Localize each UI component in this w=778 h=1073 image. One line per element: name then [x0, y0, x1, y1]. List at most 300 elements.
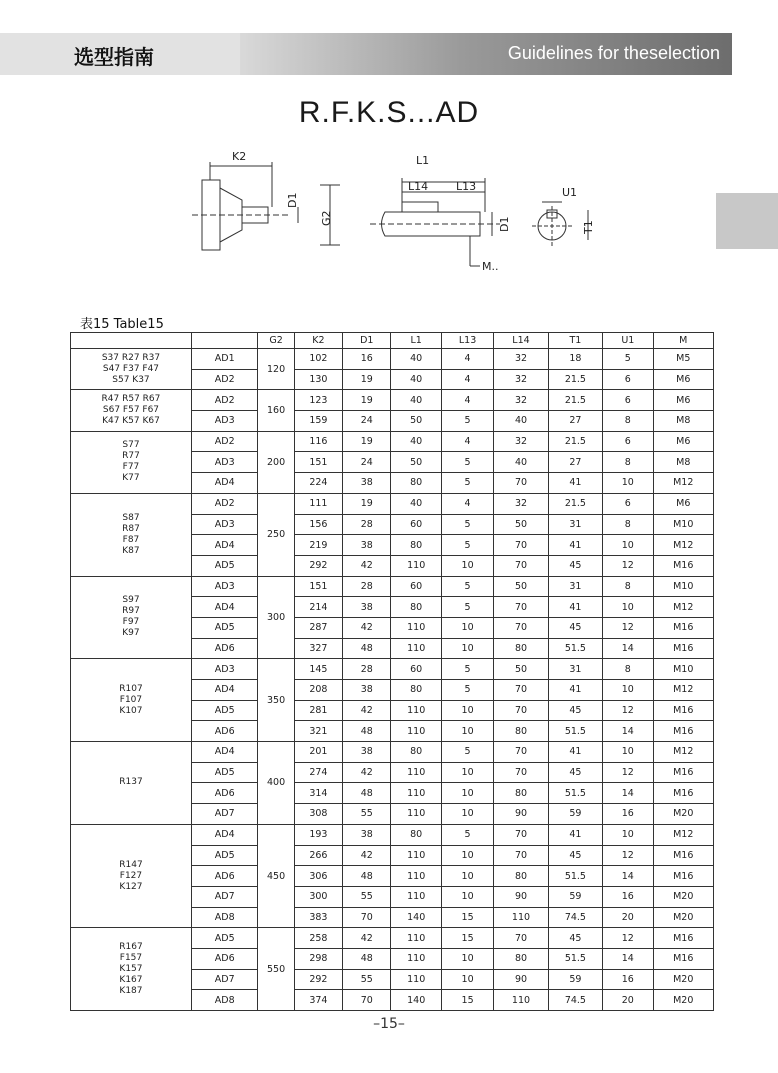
- model-name: F97: [122, 617, 140, 628]
- adapter-size-cell: AD3: [191, 514, 258, 535]
- adapter-size-cell: AD6: [191, 948, 258, 969]
- adapter-size-cell: AD3: [191, 452, 258, 473]
- table-row: [71, 824, 714, 845]
- value-cell: 16: [603, 969, 653, 990]
- value-cell: 110: [391, 845, 441, 866]
- model-name: F127: [119, 870, 143, 881]
- value-cell: M16: [653, 721, 713, 742]
- value-cell: 110: [391, 948, 441, 969]
- g2-cell: 350: [258, 659, 294, 742]
- value-cell: 5: [441, 411, 493, 432]
- value-cell: 14: [603, 721, 653, 742]
- value-cell: 80: [391, 597, 441, 618]
- model-list-cell: [71, 824, 192, 927]
- label-d1-left: D1: [286, 192, 299, 208]
- value-cell: 4: [441, 369, 493, 390]
- value-cell: 80: [494, 638, 548, 659]
- value-cell: 50: [494, 576, 548, 597]
- value-cell: 45: [548, 617, 602, 638]
- header-english-title: Guidelines for theselection: [507, 43, 720, 63]
- value-cell: 51.5: [548, 783, 602, 804]
- value-cell: 42: [343, 555, 391, 576]
- value-cell: 5: [441, 452, 493, 473]
- value-cell: M16: [653, 845, 713, 866]
- value-cell: 90: [494, 886, 548, 907]
- model-name: S87: [122, 512, 140, 523]
- g2-cell: 550: [258, 928, 294, 1011]
- value-cell: 10: [441, 886, 493, 907]
- model-list-cell: [71, 576, 192, 659]
- value-cell: 70: [494, 680, 548, 701]
- value-cell: 21.5: [548, 369, 602, 390]
- value-cell: M16: [653, 948, 713, 969]
- model-list-cell: [71, 742, 192, 825]
- value-cell: 27: [548, 452, 602, 473]
- value-cell: 14: [603, 866, 653, 887]
- g2-cell: 160: [258, 390, 294, 431]
- model-name: K157: [119, 963, 143, 974]
- value-cell: 41: [548, 473, 602, 494]
- model-name: F77: [122, 462, 140, 473]
- model-name: S37 R27 R37: [101, 352, 161, 363]
- value-cell: 19: [343, 431, 391, 452]
- value-cell: 70: [494, 473, 548, 494]
- value-cell: 51.5: [548, 948, 602, 969]
- value-cell: 31: [548, 576, 602, 597]
- value-cell: 55: [343, 804, 391, 825]
- value-cell: 48: [343, 866, 391, 887]
- value-cell: 74.5: [548, 907, 602, 928]
- value-cell: 258: [294, 928, 342, 949]
- column-header: M: [653, 333, 713, 349]
- value-cell: 4: [441, 493, 493, 514]
- side-tab-marker: [716, 193, 778, 249]
- g2-cell: 250: [258, 493, 294, 576]
- value-cell: 21.5: [548, 431, 602, 452]
- value-cell: 14: [603, 783, 653, 804]
- value-cell: 110: [391, 762, 441, 783]
- model-name: R77: [122, 451, 140, 462]
- g2-cell: 400: [258, 742, 294, 825]
- value-cell: 10: [603, 535, 653, 556]
- model-name: K127: [119, 881, 143, 892]
- value-cell: 70: [494, 845, 548, 866]
- value-cell: 292: [294, 555, 342, 576]
- column-header: L1: [391, 333, 441, 349]
- model-name: S57 K37: [112, 374, 150, 385]
- value-cell: 45: [548, 700, 602, 721]
- value-cell: 10: [441, 762, 493, 783]
- adapter-size-cell: AD5: [191, 700, 258, 721]
- value-cell: 4: [441, 390, 493, 411]
- value-cell: 5: [441, 597, 493, 618]
- value-cell: 12: [603, 928, 653, 949]
- value-cell: 59: [548, 969, 602, 990]
- model-name: K97: [122, 628, 140, 639]
- value-cell: M8: [653, 452, 713, 473]
- adapter-size-cell: AD5: [191, 617, 258, 638]
- value-cell: 55: [343, 969, 391, 990]
- value-cell: 16: [603, 886, 653, 907]
- value-cell: 50: [494, 659, 548, 680]
- table-row: [71, 928, 714, 949]
- value-cell: 10: [441, 700, 493, 721]
- value-cell: 40: [391, 493, 441, 514]
- value-cell: 10: [441, 948, 493, 969]
- value-cell: 19: [343, 390, 391, 411]
- value-cell: 60: [391, 514, 441, 535]
- adapter-size-cell: AD8: [191, 990, 258, 1011]
- table-row: [71, 390, 714, 411]
- value-cell: 6: [603, 390, 653, 411]
- value-cell: 4: [441, 349, 493, 370]
- value-cell: 80: [391, 824, 441, 845]
- value-cell: 41: [548, 535, 602, 556]
- value-cell: 40: [391, 369, 441, 390]
- value-cell: 8: [603, 576, 653, 597]
- value-cell: 10: [441, 845, 493, 866]
- value-cell: 110: [391, 700, 441, 721]
- value-cell: 140: [391, 990, 441, 1011]
- value-cell: 27: [548, 411, 602, 432]
- value-cell: 327: [294, 638, 342, 659]
- value-cell: 70: [494, 555, 548, 576]
- value-cell: 60: [391, 576, 441, 597]
- value-cell: 12: [603, 555, 653, 576]
- value-cell: M6: [653, 431, 713, 452]
- value-cell: 15: [441, 907, 493, 928]
- value-cell: 45: [548, 845, 602, 866]
- value-cell: 6: [603, 369, 653, 390]
- value-cell: 31: [548, 659, 602, 680]
- model-list-cell: [71, 928, 192, 1011]
- value-cell: M16: [653, 762, 713, 783]
- value-cell: 298: [294, 948, 342, 969]
- value-cell: M16: [653, 928, 713, 949]
- value-cell: 110: [391, 555, 441, 576]
- value-cell: 5: [441, 473, 493, 494]
- value-cell: 10: [441, 866, 493, 887]
- value-cell: 321: [294, 721, 342, 742]
- value-cell: 90: [494, 969, 548, 990]
- header-chinese-title: 选型指南: [74, 45, 154, 69]
- value-cell: 21.5: [548, 390, 602, 411]
- table-row: [71, 431, 714, 452]
- value-cell: 5: [603, 349, 653, 370]
- value-cell: 116: [294, 431, 342, 452]
- value-cell: 300: [294, 886, 342, 907]
- g2-cell: 120: [258, 349, 294, 390]
- value-cell: 51.5: [548, 638, 602, 659]
- value-cell: 24: [343, 452, 391, 473]
- table-row: [71, 576, 714, 597]
- page-number: –15–: [373, 1016, 405, 1032]
- g2-cell: 300: [258, 576, 294, 659]
- value-cell: 281: [294, 700, 342, 721]
- value-cell: 314: [294, 783, 342, 804]
- value-cell: 21.5: [548, 493, 602, 514]
- value-cell: 80: [391, 473, 441, 494]
- adapter-size-cell: AD4: [191, 473, 258, 494]
- value-cell: M16: [653, 783, 713, 804]
- value-cell: 59: [548, 804, 602, 825]
- value-cell: M16: [653, 700, 713, 721]
- adapter-size-cell: AD6: [191, 721, 258, 742]
- value-cell: 292: [294, 969, 342, 990]
- value-cell: 5: [441, 576, 493, 597]
- g2-cell: 200: [258, 431, 294, 493]
- value-cell: 110: [391, 638, 441, 659]
- value-cell: 70: [494, 762, 548, 783]
- dimension-table: [70, 332, 714, 1011]
- value-cell: M16: [653, 638, 713, 659]
- value-cell: 10: [603, 680, 653, 701]
- value-cell: 80: [494, 721, 548, 742]
- value-cell: M12: [653, 824, 713, 845]
- value-cell: 51.5: [548, 866, 602, 887]
- label-k2: K2: [232, 150, 247, 163]
- label-g2: G2: [320, 210, 333, 226]
- value-cell: 20: [603, 907, 653, 928]
- value-cell: M20: [653, 907, 713, 928]
- value-cell: 48: [343, 783, 391, 804]
- model-list-cell: [71, 349, 192, 390]
- model-name: S77: [122, 440, 140, 451]
- value-cell: 274: [294, 762, 342, 783]
- adapter-size-cell: AD5: [191, 762, 258, 783]
- value-cell: 45: [548, 928, 602, 949]
- value-cell: 12: [603, 845, 653, 866]
- value-cell: 70: [343, 907, 391, 928]
- adapter-size-cell: AD4: [191, 597, 258, 618]
- value-cell: 287: [294, 617, 342, 638]
- value-cell: M20: [653, 804, 713, 825]
- header-right-band: [240, 33, 732, 75]
- adapter-size-cell: AD2: [191, 431, 258, 452]
- value-cell: 12: [603, 700, 653, 721]
- value-cell: 80: [391, 680, 441, 701]
- value-cell: 10: [441, 555, 493, 576]
- value-cell: 41: [548, 680, 602, 701]
- value-cell: 374: [294, 990, 342, 1011]
- value-cell: 8: [603, 514, 653, 535]
- value-cell: 110: [391, 886, 441, 907]
- value-cell: 12: [603, 617, 653, 638]
- value-cell: 6: [603, 431, 653, 452]
- value-cell: 110: [391, 617, 441, 638]
- value-cell: 45: [548, 762, 602, 783]
- value-cell: 19: [343, 493, 391, 514]
- column-header: K2: [294, 333, 342, 349]
- value-cell: 32: [494, 369, 548, 390]
- value-cell: 111: [294, 493, 342, 514]
- value-cell: 20: [603, 990, 653, 1011]
- value-cell: M10: [653, 659, 713, 680]
- column-header: G2: [258, 333, 294, 349]
- value-cell: 8: [603, 411, 653, 432]
- value-cell: 80: [494, 866, 548, 887]
- value-cell: M16: [653, 866, 713, 887]
- value-cell: 102: [294, 349, 342, 370]
- adapter-size-cell: AD3: [191, 576, 258, 597]
- model-list-cell: [71, 493, 192, 576]
- value-cell: 45: [548, 555, 602, 576]
- value-cell: 224: [294, 473, 342, 494]
- model-list-cell: [71, 659, 192, 742]
- value-cell: 70: [494, 742, 548, 763]
- value-cell: 5: [441, 659, 493, 680]
- value-cell: 156: [294, 514, 342, 535]
- value-cell: 8: [603, 452, 653, 473]
- table-row: [71, 493, 714, 514]
- value-cell: 16: [343, 349, 391, 370]
- adapter-size-cell: AD3: [191, 411, 258, 432]
- value-cell: 32: [494, 390, 548, 411]
- adapter-size-cell: AD7: [191, 886, 258, 907]
- adapter-size-cell: AD5: [191, 928, 258, 949]
- value-cell: 51.5: [548, 721, 602, 742]
- value-cell: 10: [441, 804, 493, 825]
- value-cell: 32: [494, 349, 548, 370]
- value-cell: M10: [653, 576, 713, 597]
- value-cell: 219: [294, 535, 342, 556]
- value-cell: 48: [343, 721, 391, 742]
- value-cell: 110: [391, 783, 441, 804]
- value-cell: 110: [391, 804, 441, 825]
- value-cell: 40: [391, 349, 441, 370]
- adapter-size-cell: AD4: [191, 824, 258, 845]
- value-cell: 18: [548, 349, 602, 370]
- value-cell: M6: [653, 369, 713, 390]
- value-cell: 38: [343, 742, 391, 763]
- value-cell: M6: [653, 390, 713, 411]
- value-cell: 41: [548, 824, 602, 845]
- value-cell: 41: [548, 742, 602, 763]
- value-cell: M20: [653, 886, 713, 907]
- value-cell: 10: [441, 783, 493, 804]
- adapter-size-cell: AD6: [191, 783, 258, 804]
- label-l1: L1: [416, 154, 430, 167]
- value-cell: 38: [343, 473, 391, 494]
- value-cell: 32: [494, 493, 548, 514]
- model-name: R97: [122, 606, 140, 617]
- value-cell: 31: [548, 514, 602, 535]
- header-left-band: [0, 33, 240, 75]
- model-name: F107: [119, 694, 143, 705]
- column-header: U1: [603, 333, 653, 349]
- model-name: R87: [122, 523, 140, 534]
- value-cell: 55: [343, 886, 391, 907]
- value-cell: 28: [343, 659, 391, 680]
- column-header: D1: [343, 333, 391, 349]
- adapter-size-cell: AD6: [191, 866, 258, 887]
- adapter-size-cell: AD4: [191, 742, 258, 763]
- label-u1: U1: [562, 186, 578, 199]
- value-cell: 70: [494, 700, 548, 721]
- value-cell: M20: [653, 969, 713, 990]
- value-cell: 193: [294, 824, 342, 845]
- value-cell: 42: [343, 928, 391, 949]
- value-cell: 214: [294, 597, 342, 618]
- adapter-size-cell: AD1: [191, 349, 258, 370]
- value-cell: M6: [653, 493, 713, 514]
- model-name: F157: [119, 952, 143, 963]
- model-name: K187: [119, 985, 143, 996]
- adapter-size-cell: AD5: [191, 845, 258, 866]
- value-cell: M12: [653, 742, 713, 763]
- value-cell: 38: [343, 535, 391, 556]
- value-cell: 10: [441, 617, 493, 638]
- page-title: R.F.K.S...AD: [298, 96, 480, 129]
- value-cell: 110: [494, 990, 548, 1011]
- value-cell: 10: [603, 473, 653, 494]
- value-cell: 90: [494, 804, 548, 825]
- value-cell: M16: [653, 617, 713, 638]
- value-cell: 70: [494, 597, 548, 618]
- value-cell: 110: [494, 907, 548, 928]
- value-cell: 16: [603, 804, 653, 825]
- value-cell: 41: [548, 597, 602, 618]
- model-name: S47 F37 F47: [102, 363, 160, 374]
- value-cell: 40: [391, 390, 441, 411]
- model-list-cell: [71, 431, 192, 493]
- value-cell: 32: [494, 431, 548, 452]
- table-caption: 表15 Table15: [80, 317, 164, 332]
- model-name: R147: [119, 859, 143, 870]
- value-cell: 38: [343, 597, 391, 618]
- value-cell: 5: [441, 535, 493, 556]
- dimension-diagram: [180, 140, 610, 280]
- value-cell: M5: [653, 349, 713, 370]
- model-name: F87: [122, 534, 140, 545]
- column-header: [71, 333, 192, 349]
- value-cell: 5: [441, 742, 493, 763]
- value-cell: 10: [603, 742, 653, 763]
- model-name: K87: [122, 545, 140, 556]
- model-name: K167: [119, 974, 143, 985]
- table-body: [71, 349, 714, 1011]
- value-cell: 19: [343, 369, 391, 390]
- value-cell: 208: [294, 680, 342, 701]
- value-cell: 50: [391, 411, 441, 432]
- value-cell: 28: [343, 514, 391, 535]
- value-cell: M12: [653, 680, 713, 701]
- value-cell: 140: [391, 907, 441, 928]
- value-cell: 8: [603, 659, 653, 680]
- value-cell: 14: [603, 638, 653, 659]
- value-cell: 80: [391, 535, 441, 556]
- value-cell: 80: [494, 948, 548, 969]
- value-cell: M16: [653, 555, 713, 576]
- value-cell: 12: [603, 762, 653, 783]
- table-header-row: [71, 333, 714, 349]
- value-cell: 38: [343, 824, 391, 845]
- adapter-size-cell: AD2: [191, 369, 258, 390]
- value-cell: 15: [441, 928, 493, 949]
- label-l13: L13: [456, 180, 477, 193]
- value-cell: 123: [294, 390, 342, 411]
- value-cell: 151: [294, 452, 342, 473]
- value-cell: 74.5: [548, 990, 602, 1011]
- value-cell: 70: [494, 535, 548, 556]
- model-name: R137: [119, 777, 143, 788]
- model-name: R167: [119, 941, 143, 952]
- value-cell: 40: [494, 411, 548, 432]
- value-cell: 42: [343, 762, 391, 783]
- table-row: [71, 659, 714, 680]
- value-cell: 40: [494, 452, 548, 473]
- adapter-size-cell: AD5: [191, 555, 258, 576]
